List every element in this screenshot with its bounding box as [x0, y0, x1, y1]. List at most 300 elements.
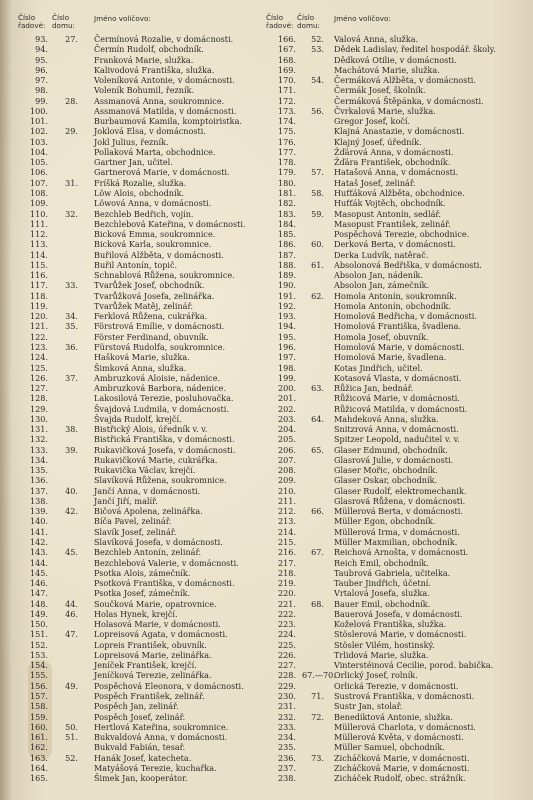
house-number: 50.	[65, 721, 78, 732]
voter-row	[0, 167, 266, 177]
voter-row	[266, 578, 533, 588]
header-row-number: Číslo řadové:	[266, 13, 294, 30]
voter-entry: Orlická Terezie, v domácnosti.	[334, 680, 459, 691]
row-number: 93.	[35, 34, 48, 44]
house-number: 57.	[311, 167, 324, 178]
voter-entry: Jokl Julius, řezník.	[94, 136, 169, 147]
voter-row	[0, 75, 266, 85]
voter-entry: Pospěch František, zelinář.	[94, 691, 205, 701]
voter-row	[0, 65, 266, 75]
row-number: 212.	[277, 506, 296, 517]
row-number: 138.	[29, 495, 48, 506]
voter-entry: Lopreis František, obuvník.	[94, 639, 207, 650]
voter-row	[0, 239, 266, 249]
row-number: 145.	[29, 567, 48, 578]
voter-entry: Absolon Jan, zámečník.	[334, 280, 430, 291]
row-number: 156.	[29, 680, 48, 691]
row-number: 223.	[277, 619, 296, 630]
row-number: 184.	[277, 218, 296, 229]
voter-row	[266, 229, 533, 239]
voter-entry: Homolová Bedřicha, v domácnosti.	[334, 311, 477, 322]
row-number: 152.	[29, 639, 48, 650]
row-number: 213.	[277, 516, 296, 527]
house-number: 60.	[311, 239, 324, 250]
voter-entry: Bukvald Fabián, tesař.	[94, 742, 186, 753]
voter-entry: Schnablová Růžena, soukromnice.	[94, 270, 235, 281]
house-number: 59.	[311, 208, 324, 219]
voter-row	[266, 537, 533, 547]
voter-row	[0, 209, 266, 219]
row-number: 103.	[29, 136, 48, 147]
voter-row	[266, 239, 533, 249]
row-number: 97.	[35, 75, 48, 86]
voter-row	[0, 34, 266, 44]
row-number: 140.	[29, 516, 48, 527]
column-header	[0, 12, 266, 34]
voter-entry: Müller Egon, obchodník.	[334, 516, 436, 527]
row-number: 221.	[277, 598, 296, 609]
voter-row	[266, 629, 533, 639]
voter-entry: Slavíková Růžena, soukromnice.	[94, 475, 227, 486]
voter-entry: Tvarůžek Josef, obchodník.	[94, 280, 205, 291]
voter-entry: Bezchleb Antonín, zelinář.	[94, 547, 202, 558]
voter-entry: Bezchlebová Kateřina, v domácnosti.	[94, 218, 246, 229]
row-number: 197.	[277, 352, 296, 363]
voter-entry: Pospěch Josef, zelinář.	[94, 711, 186, 722]
voter-row	[0, 568, 266, 578]
row-number: 166.	[277, 34, 296, 44]
voter-entry: Müller Maxmilian, obchodník.	[334, 537, 458, 548]
voter-row	[266, 516, 533, 526]
row-number: 144.	[29, 557, 48, 568]
voter-row	[266, 650, 533, 660]
voter-entry: Joklová Elsa, v domácnosti.	[94, 126, 206, 137]
voter-entry: Fürstová Rudolfa, soukromnice.	[94, 341, 226, 352]
voter-row	[0, 445, 266, 455]
voter-row	[0, 270, 266, 280]
voter-row	[266, 260, 533, 270]
voter-entry: Růžica Jan, bednář.	[334, 383, 414, 394]
row-number: 114.	[29, 249, 48, 260]
row-number: 113.	[29, 239, 48, 250]
row-number: 207.	[277, 454, 296, 465]
row-number: 208.	[277, 465, 296, 476]
voter-entry: Ambruzková Barbora, nádenice.	[94, 383, 227, 394]
voter-entry: Bezchleb Bedřich, vojín.	[94, 208, 194, 219]
voter-entry: Taubrová Gabriela, učitelka.	[334, 567, 451, 578]
row-number: 177.	[277, 146, 296, 157]
voter-entry: Psotka Josef, zámečník.	[94, 588, 191, 599]
row-number: 203.	[277, 413, 296, 424]
voter-row	[266, 609, 533, 619]
row-number: 193.	[277, 311, 296, 322]
voter-row	[0, 547, 266, 557]
house-number: 52.	[65, 752, 78, 763]
row-number: 170.	[277, 75, 296, 86]
voter-row	[0, 106, 266, 116]
house-number: 67.—70.	[302, 670, 336, 681]
row-number: 215.	[277, 537, 296, 548]
voter-entry: Orlický Josef, rolník.	[334, 670, 418, 681]
voter-row	[266, 116, 533, 126]
row-number: 178.	[277, 157, 296, 168]
row-number: 198.	[277, 362, 296, 373]
voter-list-right	[266, 34, 533, 783]
voter-entry: Förster Ferdinand, obuvník.	[94, 331, 209, 342]
row-number: 183.	[277, 208, 296, 219]
house-number: 71.	[311, 691, 324, 701]
row-number: 202.	[277, 403, 296, 414]
voter-row	[266, 65, 533, 75]
voter-entry: Masopust František, zelinář.	[334, 218, 451, 229]
row-number: 176.	[277, 136, 296, 147]
row-number: 232.	[277, 711, 296, 722]
voter-entry: Holasová Marie, v domácnosti.	[94, 619, 221, 630]
voter-entry: Bezchlebová Valerie, v domácnosti.	[94, 557, 239, 568]
voter-entry: Huťťáková Alžběta, obchodnice.	[334, 187, 465, 198]
voter-entry: Kotas Jindřich, učitel.	[334, 362, 423, 373]
voter-entry: Psotková Františka, v domácnosti.	[94, 578, 235, 589]
voter-row	[266, 270, 533, 280]
row-number: 163.	[29, 752, 48, 763]
voter-row	[266, 486, 533, 496]
voter-entry: Müllerová Irma, v domácnosti.	[334, 526, 460, 537]
row-number: 126.	[29, 372, 48, 383]
voter-entry: Müllerová Květa, v domácnosti.	[334, 732, 464, 743]
voter-entry: Jančí Jiří, malíř.	[94, 495, 158, 506]
house-number: 32.	[65, 208, 78, 219]
row-number: 231.	[277, 701, 296, 712]
voter-row	[0, 188, 266, 198]
voter-entry: Vinterstéinová Cecilie, porod. babička.	[334, 660, 494, 671]
voter-row	[0, 516, 266, 526]
voter-entry: Fríšká Rozalie, služka.	[94, 177, 187, 188]
house-number: 49.	[65, 680, 78, 691]
row-number: 121.	[29, 321, 48, 332]
voter-entry: Ambruzková Aloisie, nádenice.	[94, 372, 221, 383]
house-number: 34.	[65, 311, 78, 322]
row-number: 112.	[29, 229, 48, 240]
voter-row	[0, 383, 266, 393]
voter-row	[0, 455, 266, 465]
voter-entry: Stösler Vilém, hostinský.	[334, 639, 435, 650]
voter-row	[0, 465, 266, 475]
voter-row	[0, 527, 266, 537]
voter-row	[266, 280, 533, 290]
voter-row	[0, 588, 266, 598]
voter-entry: Lakosilová Terezie, posluhovačka.	[94, 393, 234, 404]
voter-entry: Žďárová Anna, v domácnosti.	[334, 146, 454, 157]
voter-row	[0, 670, 266, 680]
voter-entry: Homolová Marie, v domácnosti.	[334, 341, 465, 352]
voter-entry: Spitzer Leopold, nadučitel v. v.	[334, 434, 460, 445]
row-number: 111.	[29, 218, 48, 229]
voter-row	[266, 301, 533, 311]
row-number: 214.	[277, 526, 296, 537]
row-number: 136.	[29, 475, 48, 486]
row-number: 100.	[29, 105, 48, 116]
voter-entry: Huťťák Vojtěch, obchodník.	[334, 198, 446, 209]
row-number: 168.	[277, 54, 296, 65]
voter-row	[0, 250, 266, 260]
voter-list-left	[0, 34, 266, 783]
voter-row	[266, 321, 533, 331]
house-number: 28.	[65, 95, 78, 106]
row-number: 110.	[29, 208, 48, 219]
house-number: 67.	[311, 547, 324, 558]
voter-entry: Hatašová Anna, v domácnosti.	[334, 167, 459, 178]
voter-row	[0, 537, 266, 547]
voter-entry: Tauber Jindřich, účetní.	[334, 578, 431, 589]
row-number: 228.	[277, 670, 296, 681]
voter-row	[266, 742, 533, 752]
row-number: 167.	[277, 44, 296, 55]
voter-entry: Lopreisová Marie, zelinářka.	[94, 649, 212, 660]
voter-row	[266, 85, 533, 95]
row-number: 200.	[277, 383, 296, 394]
row-number: 188.	[277, 259, 296, 270]
voter-row	[0, 198, 266, 208]
voter-row	[266, 568, 533, 578]
voter-entry: Valová Anna, služka.	[334, 34, 419, 44]
voter-row	[266, 475, 533, 485]
row-number: 174.	[277, 116, 296, 127]
voter-row	[266, 753, 533, 763]
row-number: 108.	[29, 187, 48, 198]
row-number: 172.	[277, 95, 296, 106]
voter-row	[266, 157, 533, 167]
house-number: 68.	[311, 598, 324, 609]
row-number: 216.	[277, 547, 296, 558]
voter-row	[266, 291, 533, 301]
row-number: 162.	[29, 742, 48, 753]
voter-entry: Homola Josef, obuvník.	[334, 331, 429, 342]
voter-row	[266, 311, 533, 321]
house-number: 44.	[65, 598, 78, 609]
voter-row	[0, 619, 266, 629]
row-number: 125.	[29, 362, 48, 373]
row-number: 218.	[277, 567, 296, 578]
house-number: 47.	[65, 629, 78, 640]
row-number: 186.	[277, 239, 296, 250]
row-number: 139.	[29, 506, 48, 517]
voter-row	[0, 424, 266, 434]
row-number: 237.	[277, 762, 296, 773]
voter-entry: Bauer Emil, obchodník.	[334, 598, 431, 609]
row-number: 222.	[277, 608, 296, 619]
voter-entry: Machátová Marie, služka.	[334, 64, 440, 75]
voter-row	[0, 85, 266, 95]
row-number: 133.	[29, 444, 48, 455]
voter-entry: Pospěchová Eleonora, v domácnosti.	[94, 680, 244, 691]
voter-row	[0, 301, 266, 311]
voter-entry: Benediktová Antonie, služka.	[334, 711, 453, 722]
voter-entry: Homolová Františka, švadlena.	[334, 321, 462, 332]
row-number: 235.	[277, 742, 296, 753]
row-number: 209.	[277, 475, 296, 486]
row-number: 182.	[277, 198, 296, 209]
voter-row	[0, 393, 266, 403]
voter-entry: Klajný Josef, úředník.	[334, 136, 422, 147]
voter-row	[266, 691, 533, 701]
row-number: 181.	[277, 187, 296, 198]
voter-row	[266, 34, 533, 44]
voter-row	[266, 383, 533, 393]
voter-row	[266, 640, 533, 650]
house-number: 58.	[311, 187, 324, 198]
voter-entry: Čvrkalová Marie, služka.	[334, 105, 436, 116]
voter-row	[0, 291, 266, 301]
row-number: 117.	[29, 280, 48, 291]
voter-row	[266, 404, 533, 414]
voter-row	[266, 712, 533, 722]
voter-entry: Mahdeková Anna, služka.	[334, 413, 439, 424]
voter-entry: Müllerová Charlota, v domácnosti.	[334, 721, 476, 732]
house-number: 63.	[311, 383, 324, 394]
voter-entry: Reichová Arnošta, v domácnosti.	[334, 547, 469, 558]
row-number: 229.	[277, 680, 296, 691]
row-number: 155.	[29, 670, 48, 681]
voter-entry: Bičová Apolena, zelinářka.	[94, 506, 203, 517]
voter-row	[266, 701, 533, 711]
row-number: 210.	[277, 485, 296, 496]
row-number: 101.	[29, 116, 48, 127]
row-number: 175.	[277, 126, 296, 137]
row-number: 107.	[29, 177, 48, 188]
header-voter-name: Jméno voličovo:	[334, 14, 391, 23]
row-number: 150.	[29, 619, 48, 630]
row-number: 96.	[35, 64, 48, 75]
voter-entry: Glaser Edmund, obchodník.	[334, 444, 448, 455]
voter-entry: Reich Emil, obchodník.	[334, 557, 429, 568]
voter-row	[266, 681, 533, 691]
voter-row	[0, 137, 266, 147]
voter-row	[266, 465, 533, 475]
row-number: 119.	[29, 300, 48, 311]
row-number: 190.	[277, 280, 296, 291]
voter-entry: Ferklová Růžena, cukrářka.	[94, 311, 208, 322]
voter-row	[266, 198, 533, 208]
row-number: 99.	[35, 95, 48, 106]
voter-entry: Trlidová Marie, služka.	[334, 649, 429, 660]
voter-row	[266, 445, 533, 455]
voter-entry: Čermáková Štěpánka, v domácnosti.	[334, 95, 484, 106]
voter-row	[0, 773, 266, 783]
voter-row	[0, 44, 266, 54]
house-number: 45.	[65, 547, 78, 558]
voter-row	[0, 578, 266, 588]
house-number: 52.	[311, 34, 324, 44]
voter-row	[0, 96, 266, 106]
row-number: 132.	[29, 434, 48, 445]
voter-entry: Hašková Marie, služka.	[94, 352, 190, 363]
voter-entry: Müllerová Berta, v domácnosti.	[334, 506, 463, 517]
row-number: 124.	[29, 352, 48, 363]
voter-row	[266, 558, 533, 568]
row-number: 217.	[277, 557, 296, 568]
voter-entry: Zicháčková Marie, v domácnosti.	[334, 762, 470, 773]
voter-entry: Gregor Josef, kočí.	[334, 116, 411, 127]
row-number: 146.	[29, 578, 48, 589]
row-number: 123.	[29, 341, 48, 352]
voter-row	[0, 650, 266, 660]
voter-row	[0, 178, 266, 188]
voter-entry: Klajná Anastazie, v domácnosti.	[334, 126, 465, 137]
voter-entry: Franková Marie, služka.	[94, 54, 194, 65]
house-number: 39.	[65, 444, 78, 455]
voter-row	[0, 742, 266, 752]
voter-entry: Assmanová Anna, soukromnice.	[94, 95, 225, 106]
voter-row	[0, 157, 266, 167]
voter-entry: Pospěch Jan, zelinář.	[94, 701, 179, 712]
house-number: 35.	[65, 321, 78, 332]
row-number: 164.	[29, 762, 48, 773]
row-number: 205.	[277, 434, 296, 445]
row-number: 220.	[277, 588, 296, 599]
house-number: 64.	[311, 413, 324, 424]
left-column	[0, 12, 266, 783]
voter-row	[266, 773, 533, 783]
voter-row	[0, 260, 266, 270]
row-number: 211.	[277, 495, 296, 506]
voter-row	[0, 280, 266, 290]
row-number: 192.	[277, 300, 296, 311]
voter-row	[0, 506, 266, 516]
voter-entry: Dědek Ladislav, ředitel hospodář. školy.	[334, 44, 496, 55]
voter-entry: Žďára František, obchodník.	[334, 157, 451, 168]
house-number: 37.	[65, 372, 78, 383]
voter-row	[266, 496, 533, 506]
voter-entry: Bistřická Františka, v domácnosti.	[94, 434, 235, 445]
row-number: 109.	[29, 198, 48, 209]
row-number: 141.	[29, 526, 48, 537]
voter-entry: Glasrová Růžena, v domácnosti.	[334, 495, 466, 506]
house-number: 36.	[65, 341, 78, 352]
row-number: 131.	[29, 424, 48, 435]
voter-entry: Glaser Rudolf, elektromechanik.	[334, 485, 467, 496]
row-number: 128.	[29, 393, 48, 404]
voter-row	[0, 404, 266, 414]
row-number: 116.	[29, 270, 48, 281]
voter-row	[0, 55, 266, 65]
voter-entry: Lopreisová Agata, v domácnosti.	[94, 629, 228, 640]
voter-row	[266, 55, 533, 65]
voter-entry: Sustr Jan, stolař.	[334, 701, 403, 712]
house-number: 31.	[65, 177, 78, 188]
voter-row	[0, 629, 266, 639]
voter-row	[0, 311, 266, 321]
row-number: 160.	[29, 721, 48, 732]
voter-entry: Hanák Josef, katecheta.	[94, 752, 192, 763]
voter-row	[266, 352, 533, 362]
row-number: 153.	[29, 649, 48, 660]
row-number: 234.	[277, 732, 296, 743]
voter-entry: Zicháčková Marie, v domácnosti.	[334, 752, 470, 763]
header-house-number: Číslo domu:	[297, 13, 320, 30]
voter-row	[266, 660, 533, 670]
voter-row	[0, 558, 266, 568]
voter-row	[0, 691, 266, 701]
row-number: 115.	[29, 259, 48, 270]
voter-entry: Homola Antonín, obchodník.	[334, 300, 451, 311]
row-number: 98.	[35, 85, 48, 96]
voter-entry: Burbaumová Kamila, komptoiristka.	[94, 116, 242, 127]
voter-entry: Matyášová Terezie, kuchařka.	[94, 762, 217, 773]
row-number: 165.	[29, 773, 48, 784]
row-number: 134.	[29, 454, 48, 465]
voter-row	[266, 137, 533, 147]
voter-row	[0, 732, 266, 742]
